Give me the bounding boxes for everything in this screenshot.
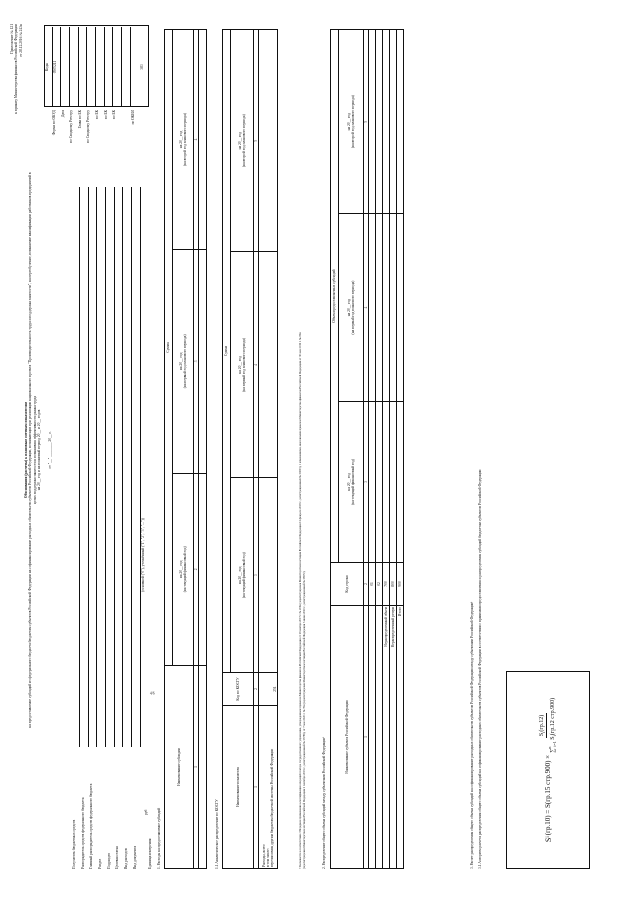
field-label: Вид расходов xyxy=(124,848,129,869)
field-label: Получатель бюджетных средств xyxy=(72,819,76,869)
col-num: 3 xyxy=(254,478,259,673)
formula-sigma: ∑ xyxy=(550,748,556,753)
codes-divider xyxy=(104,27,105,107)
row-code: 01 xyxy=(369,563,376,606)
data-cell[interactable] xyxy=(199,473,207,665)
field-line[interactable] xyxy=(105,187,106,747)
field-line[interactable] xyxy=(79,187,80,747)
section11-col-header xyxy=(231,478,254,673)
codes-divider xyxy=(69,27,70,107)
section1-title: 1. Расходы на предоставление субсидий xyxy=(157,807,161,869)
codes-label: по Сводному Реестру xyxy=(86,110,91,143)
field-line[interactable] xyxy=(88,187,89,747)
section2-title: 2. Распределение общего объема субсидий между субъектами Российской Федерации¹ xyxy=(322,736,326,869)
formula-box xyxy=(506,671,590,869)
section11-title: 1.1 Аналитическое распределение по КОСГУ xyxy=(215,799,219,869)
formula-numerator xyxy=(539,713,547,738)
footnotes xyxy=(299,29,306,869)
col-sub: (на первый год планового периода) xyxy=(183,334,187,389)
footnote-line: ¹ Указывается в соответствии с Порядком применения классификации операций сектора государственного управления, утвержденным приказом Министерства финансов Российской Федерации от 29 ноября 2017 г. № 209н (зарегистрирован Министерством юстиции Российской Федерации 12 февраля 2018 г., регистрационный № 50003), с изменениями, внесенными приказом Министерства финансов Российской Федерации от 30 мая 2019 г. № 80н xyxy=(299,332,302,869)
data-cell[interactable] xyxy=(369,30,376,214)
data-cell[interactable] xyxy=(259,252,278,478)
section2-col-header xyxy=(339,214,364,401)
row-sub: в том числе: xyxy=(266,848,271,867)
data-cell[interactable] xyxy=(390,214,397,401)
title-line: целях поддержки занятости и повышения эффективности рынка труда xyxy=(32,396,37,504)
row-code: 700 xyxy=(383,563,390,606)
codes-form-code: 0505211 xyxy=(53,60,57,74)
col-num: 5 xyxy=(254,30,259,252)
col-num: 2 xyxy=(194,473,199,665)
date-line: от "__" ________ 20__ г. xyxy=(47,431,52,469)
col-num: 3 xyxy=(194,250,199,474)
data-cell[interactable] xyxy=(369,401,376,562)
data-cell[interactable] xyxy=(383,214,390,401)
note-line: 3.1 Алгоритм расчета распределения общего объема субсидий на софинансирование расходных обязательств субъектов Российской Федерации в соответствии с правилами предоставления и распределения субсидий бюджетам субъектов Российской Федерации xyxy=(478,469,482,869)
data-cell[interactable] xyxy=(369,606,376,869)
data-cell[interactable] xyxy=(397,30,404,214)
data-cell[interactable] xyxy=(369,214,376,401)
formula-den-arg: (гр.12 стр.900) xyxy=(550,697,556,736)
section2-sum-header: Объем предоставляемых субсидий xyxy=(331,30,339,563)
section11-name-header: Наименование показателя xyxy=(223,706,254,869)
section1-table xyxy=(164,29,207,869)
codes-divider xyxy=(130,27,131,107)
row-code: 02 xyxy=(376,563,383,606)
appendix-note xyxy=(10,24,23,244)
col-year: на 20__ год xyxy=(346,473,351,491)
col-num: 1 xyxy=(194,666,199,869)
col-year: на 20__ год xyxy=(178,352,183,370)
formula-sub: i xyxy=(545,836,551,838)
col-year: на 20__ год xyxy=(178,560,183,578)
codes-title: Коды xyxy=(45,62,49,72)
section1-col-header xyxy=(173,30,194,250)
field-line[interactable] xyxy=(122,187,123,747)
formula-num-arg: (гр.12) xyxy=(538,714,545,732)
section11-sum-header: Сумма xyxy=(223,30,231,673)
col-num: 5 xyxy=(364,30,369,214)
formula-denominator xyxy=(547,698,557,753)
footnote-line: (зарегистрирован Министерством юстиции Российской Федерации 2 сентября 2019 г., регистрационный № 55789), от 7 мая 2020 г. № 76н (зарегистрирован Министерством юстиции Российской Федерации 5 июня 2020 г., регистрационный № 58572). xyxy=(302,570,306,869)
formula-den-symbol: S xyxy=(550,736,556,740)
field-line[interactable] xyxy=(131,187,132,747)
row-code: 900 xyxy=(397,563,404,606)
formula-lhs-arg: (гр.10) = S(гр.15 стр.900) × xyxy=(544,754,552,836)
data-cell[interactable] xyxy=(199,30,207,250)
col-year: на 20__ год xyxy=(346,112,351,131)
col-sub: (на второй год планового периода) xyxy=(351,95,355,149)
section2-col-header xyxy=(339,30,364,214)
data-cell[interactable] xyxy=(383,30,390,214)
data-cell[interactable] xyxy=(199,250,207,474)
codes-label: по БК xyxy=(94,110,99,120)
section2-name-header: Наименование субъекта Российской Федерации xyxy=(331,606,364,869)
title-line: на 20__ год и на плановый период 20__ и 20__ годов xyxy=(37,409,42,491)
field-label: Целевая статья xyxy=(115,846,120,869)
col-sub: (на текущий финансовый год) xyxy=(351,458,355,505)
col-num: 4 xyxy=(194,30,199,250)
section11-code-header: Код по КОСГУ xyxy=(223,673,254,706)
data-cell[interactable] xyxy=(376,214,383,401)
field-label: Распорядитель средств федерального бюджета xyxy=(80,797,85,869)
total-label: Нераспределенный объем xyxy=(383,606,390,869)
codes-divider xyxy=(52,27,53,107)
formula-fraction xyxy=(539,698,557,753)
codes-label: Форма по ОКУД xyxy=(52,110,56,136)
section1-name-header: Наименование субсидии xyxy=(165,666,194,869)
data-cell[interactable] xyxy=(259,30,278,252)
data-cell[interactable] xyxy=(259,478,278,673)
section2-code-header: Код строки xyxy=(331,563,364,606)
codes-row-labels xyxy=(52,110,140,170)
codes-okei: 383 xyxy=(140,64,144,70)
col-sub: (на первый год планового периода) xyxy=(351,280,355,335)
field-label: Вид документа xyxy=(132,845,137,869)
units-value: руб xyxy=(144,809,148,815)
appendix-line: от 28.12.2016 № 243н xyxy=(18,24,23,57)
codes-divider xyxy=(121,27,122,107)
row-code: 800 xyxy=(390,563,397,606)
codes-divider xyxy=(95,27,96,107)
section11-col-header xyxy=(231,252,254,478)
section1-col-header xyxy=(173,250,194,474)
row-code: 251 xyxy=(259,673,278,706)
data-cell[interactable] xyxy=(390,30,397,214)
title-line: на предоставление субсидий из федерального бюджета бюджетам субъектов Российской Федерации на софинансирование расходных обязательств субъектов Российской Федерации, возникающих при реализации национального проекта "Производительность труда и поддержка занятости", на переобучение, повышение квалификации работников предприятий в xyxy=(28,172,33,728)
formula-sup: n xyxy=(547,746,552,749)
col-sub: (на второй год планового периода) xyxy=(242,114,246,168)
col-year: на 20__ год xyxy=(237,356,242,374)
codes-label: по БК xyxy=(103,110,108,120)
field-line[interactable] xyxy=(96,187,97,747)
section11-col-header xyxy=(231,30,254,252)
data-cell[interactable] xyxy=(199,666,207,869)
col-sub: (на первый год планового периода) xyxy=(242,338,246,392)
data-cell[interactable] xyxy=(397,214,404,401)
col-num: 4 xyxy=(254,252,259,478)
col-year: на 20__ год xyxy=(346,298,351,317)
codes-divider xyxy=(60,27,61,107)
formula-sub: i=1 xyxy=(552,741,558,747)
section1-sum-header: Сумма xyxy=(165,30,173,666)
codes-divider xyxy=(78,27,79,107)
section11-table xyxy=(222,29,278,869)
total-label: Нераспределенный резерв xyxy=(390,606,397,869)
data-cell[interactable] xyxy=(390,401,397,562)
formula-num-symbol: S xyxy=(538,732,545,737)
formula-lhs: S xyxy=(543,837,553,843)
page-mark: 4/6 xyxy=(149,691,155,696)
col-year: на 20__ год xyxy=(237,566,242,584)
col-sub: (на текущий финансовый год) xyxy=(242,552,246,599)
units-label: Единица измерения: xyxy=(148,837,152,869)
note-line: 3. Расчет распределения общего объема субсидий на софинансирование расходных обязательств субъектов Российской Федерации между субъектами Российской Федерации¹ xyxy=(470,601,474,869)
data-cell[interactable] xyxy=(397,401,404,562)
codes-divider xyxy=(112,27,113,107)
section11-row-label xyxy=(259,706,278,869)
col-num: 3 xyxy=(364,401,369,562)
data-cell[interactable] xyxy=(376,401,383,562)
section2-col-header xyxy=(339,401,364,562)
field-label: Раздел xyxy=(98,858,103,869)
col-num: 4 xyxy=(364,214,369,401)
col-year: на 20__ год xyxy=(178,130,183,149)
data-cell[interactable] xyxy=(376,30,383,214)
row-label: Расходы, всего xyxy=(261,844,266,867)
col-year: на 20__ год xyxy=(237,132,242,150)
title-line: Обоснования (расчеты) к плановым сметным показателям xyxy=(24,401,28,499)
formula-sub: i xyxy=(541,731,546,733)
field-label: Подраздел xyxy=(106,852,111,869)
document-title xyxy=(24,55,52,845)
section2-table xyxy=(330,29,404,869)
col-sub: (на текущий финансовый год) xyxy=(183,546,187,593)
total-label: Итого xyxy=(397,606,404,869)
field-line[interactable] xyxy=(114,187,115,747)
formula-sub: i xyxy=(552,735,558,737)
data-cell[interactable] xyxy=(376,606,383,869)
codes-label: по БК xyxy=(112,110,117,120)
col-sub: (на второй год планового периода) xyxy=(183,113,187,166)
units-note: (основной ("0"), уточнённый ("1", "2", "3", "...")) xyxy=(141,518,145,592)
codes-label: Дата xyxy=(60,110,65,118)
codes-label: по ОКЕИ xyxy=(131,110,136,125)
codes-label: Глава по БК xyxy=(77,110,82,129)
row-sub: перечисления другим бюджетам бюджетной системы Российской Федерации xyxy=(270,748,275,867)
field-label: Главный распорядитель средств федерального бюджета xyxy=(89,783,94,869)
col-num: 2 xyxy=(254,673,259,706)
data-cell[interactable] xyxy=(383,401,390,562)
codes-label: по Сводному Реестру xyxy=(69,110,74,143)
col-num: 1 xyxy=(254,706,259,869)
section1-col-header xyxy=(173,473,194,665)
appendix-line: к приказу Министерства финансов Российской Федерации xyxy=(14,24,19,114)
codes-label xyxy=(121,110,130,170)
formula xyxy=(539,698,557,842)
appendix-line: Приложение № 121 xyxy=(10,24,14,54)
col-num: 2 xyxy=(364,563,369,606)
col-num: 1 xyxy=(364,606,369,869)
codes-divider xyxy=(86,27,87,107)
